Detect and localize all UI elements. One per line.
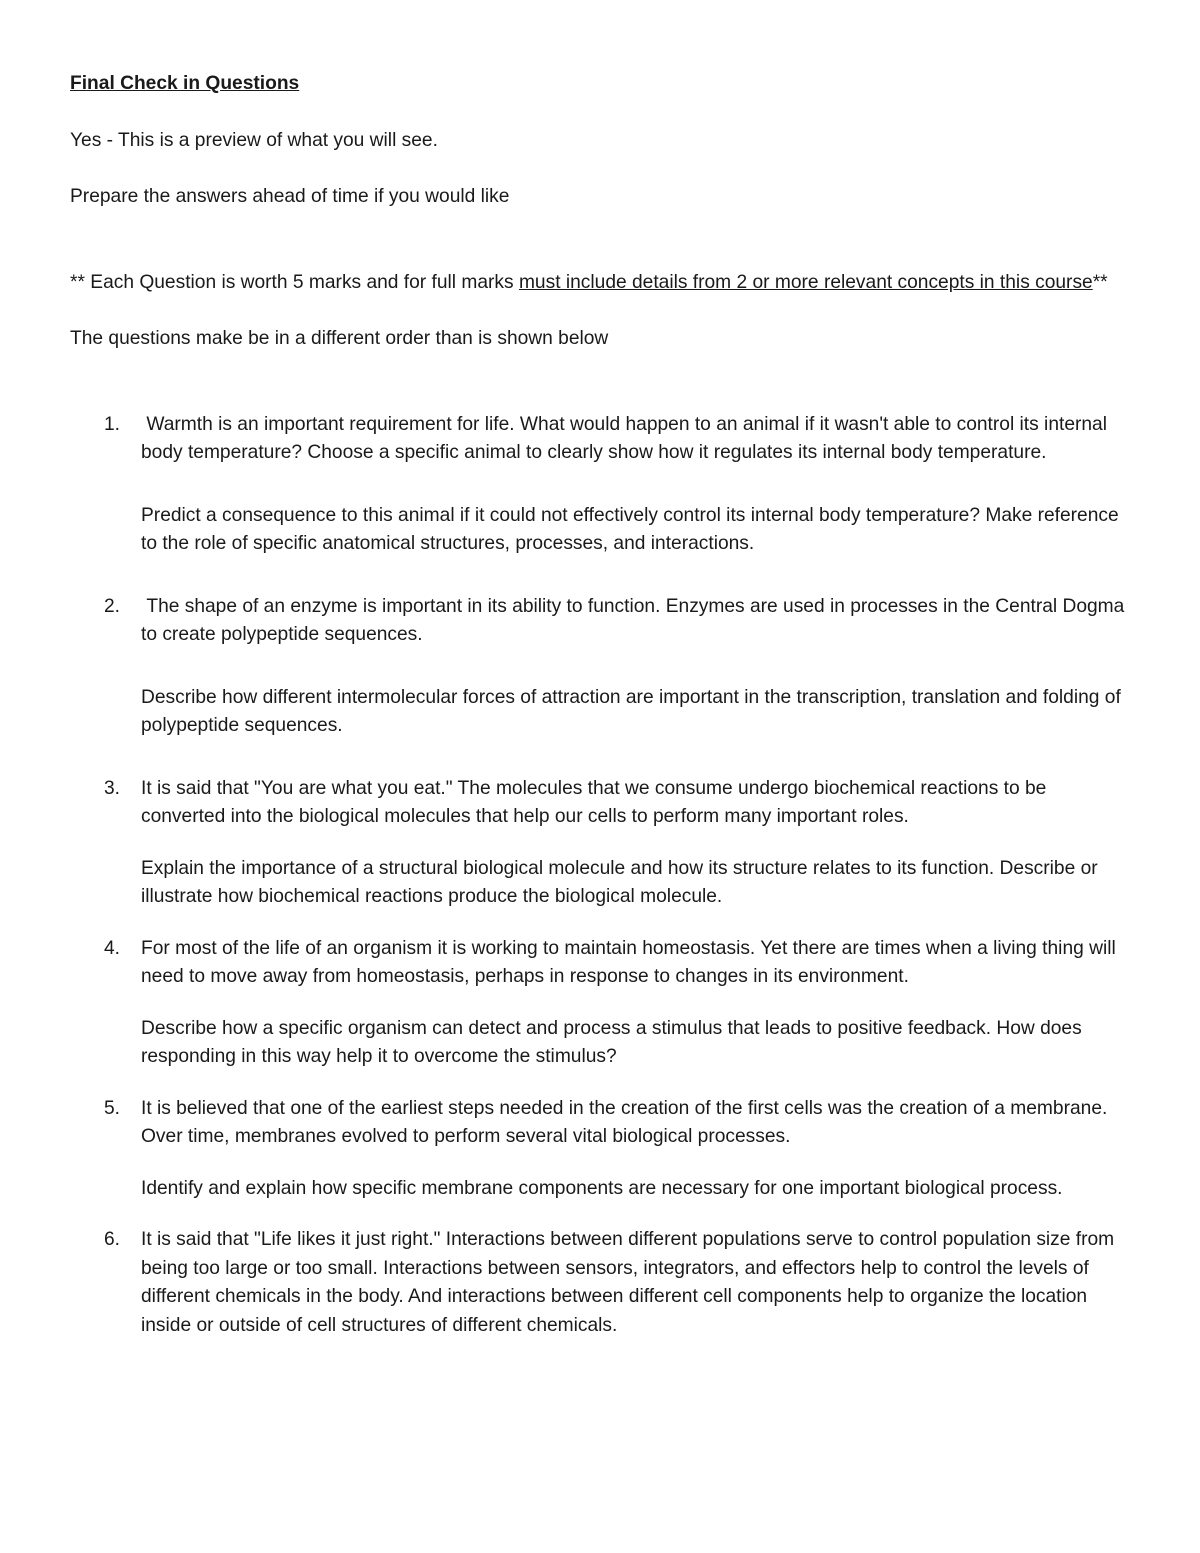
- question-number: 3.: [104, 777, 121, 799]
- marks-note-underlined: must include details from 2 or more relevant concepts in this course: [518, 271, 1093, 293]
- question-followup: Identify and explain how specific membrane components are necessary for one important biological process.: [141, 1177, 1063, 1199]
- question-item: [70, 411, 1130, 559]
- question-followup: Describe how different intermolecular forces of attraction are important in the transcription, translation and folding of polypeptide sequences.: [141, 686, 1121, 736]
- question-number: 1.: [104, 413, 121, 435]
- marks-note-prefix: ** Each Question is worth 5 marks and for full marks: [70, 271, 519, 293]
- intro-line-2: Prepare the answers ahead of time if you would like: [70, 186, 510, 207]
- question-item: [70, 1095, 1130, 1204]
- question-item: [70, 1226, 1130, 1340]
- question-number: 6.: [104, 1229, 121, 1250]
- order-note: The questions make be in a different order than is shown below: [70, 328, 609, 349]
- question-number: 4.: [104, 937, 121, 959]
- question-prompt: It is said that "You are what you eat." The molecules that we consume undergo biochemical reactions to be converted into the biological molecules that help our cells to perform many important roles.: [141, 777, 1047, 827]
- question-item: [70, 935, 1130, 1072]
- question-prompt: It is said that "Life likes it just right." Interactions between different populations serve to control population size from being too large or too small. Interactions between sensors, integrators, and effectors help to control the levels of different chemicals in the body. And interactions between different cell components help to organize the location inside or outside of cell structures of different chemicals.: [141, 1229, 1115, 1336]
- question-number: 2.: [104, 595, 121, 617]
- marks-note-suffix: **: [1092, 271, 1108, 293]
- question-list: [70, 411, 1130, 1341]
- question-prompt: The shape of an enzyme is important in its ability to function. Enzymes are used in processes in the Central Dogma to create polypeptide sequences.: [141, 595, 1130, 645]
- question-item: [70, 593, 1130, 741]
- page-title: Final Check in Questions: [70, 73, 300, 94]
- question-followup: Describe how a specific organism can detect and process a stimulus that leads to positive feedback. How does responding in this way help it to overcome the stimulus?: [141, 1017, 1082, 1067]
- question-prompt: For most of the life of an organism it is working to maintain homeostasis. Yet there are times when a living thing will need to move away from homeostasis, perhaps in response to changes in its environment.: [141, 937, 1116, 987]
- question-number: 5.: [104, 1097, 121, 1119]
- intro-line-1: Yes - This is a preview of what you will see.: [70, 129, 438, 151]
- question-followup: Predict a consequence to this animal if it could not effectively control its internal body temperature? Make reference to the role of specific anatomical structures, processes, and interactions.: [141, 504, 1119, 554]
- question-followup: Explain the importance of a structural biological molecule and how its structure relates to its function. Describe or illustrate how biochemical reactions produce the biological molecule.: [141, 857, 1098, 907]
- question-prompt: Warmth is an important requirement for life. What would happen to an animal if it wasn't able to control its internal body temperature? Choose a specific animal to clearly show how it regulates its internal body temperature.: [141, 413, 1113, 463]
- marks-note: [70, 269, 1130, 298]
- question-prompt: It is believed that one of the earliest steps needed in the creation of the first cells was the creation of a membrane. Over time, membranes evolved to perform several vital biological processes.: [141, 1097, 1108, 1147]
- question-item: [70, 775, 1130, 912]
